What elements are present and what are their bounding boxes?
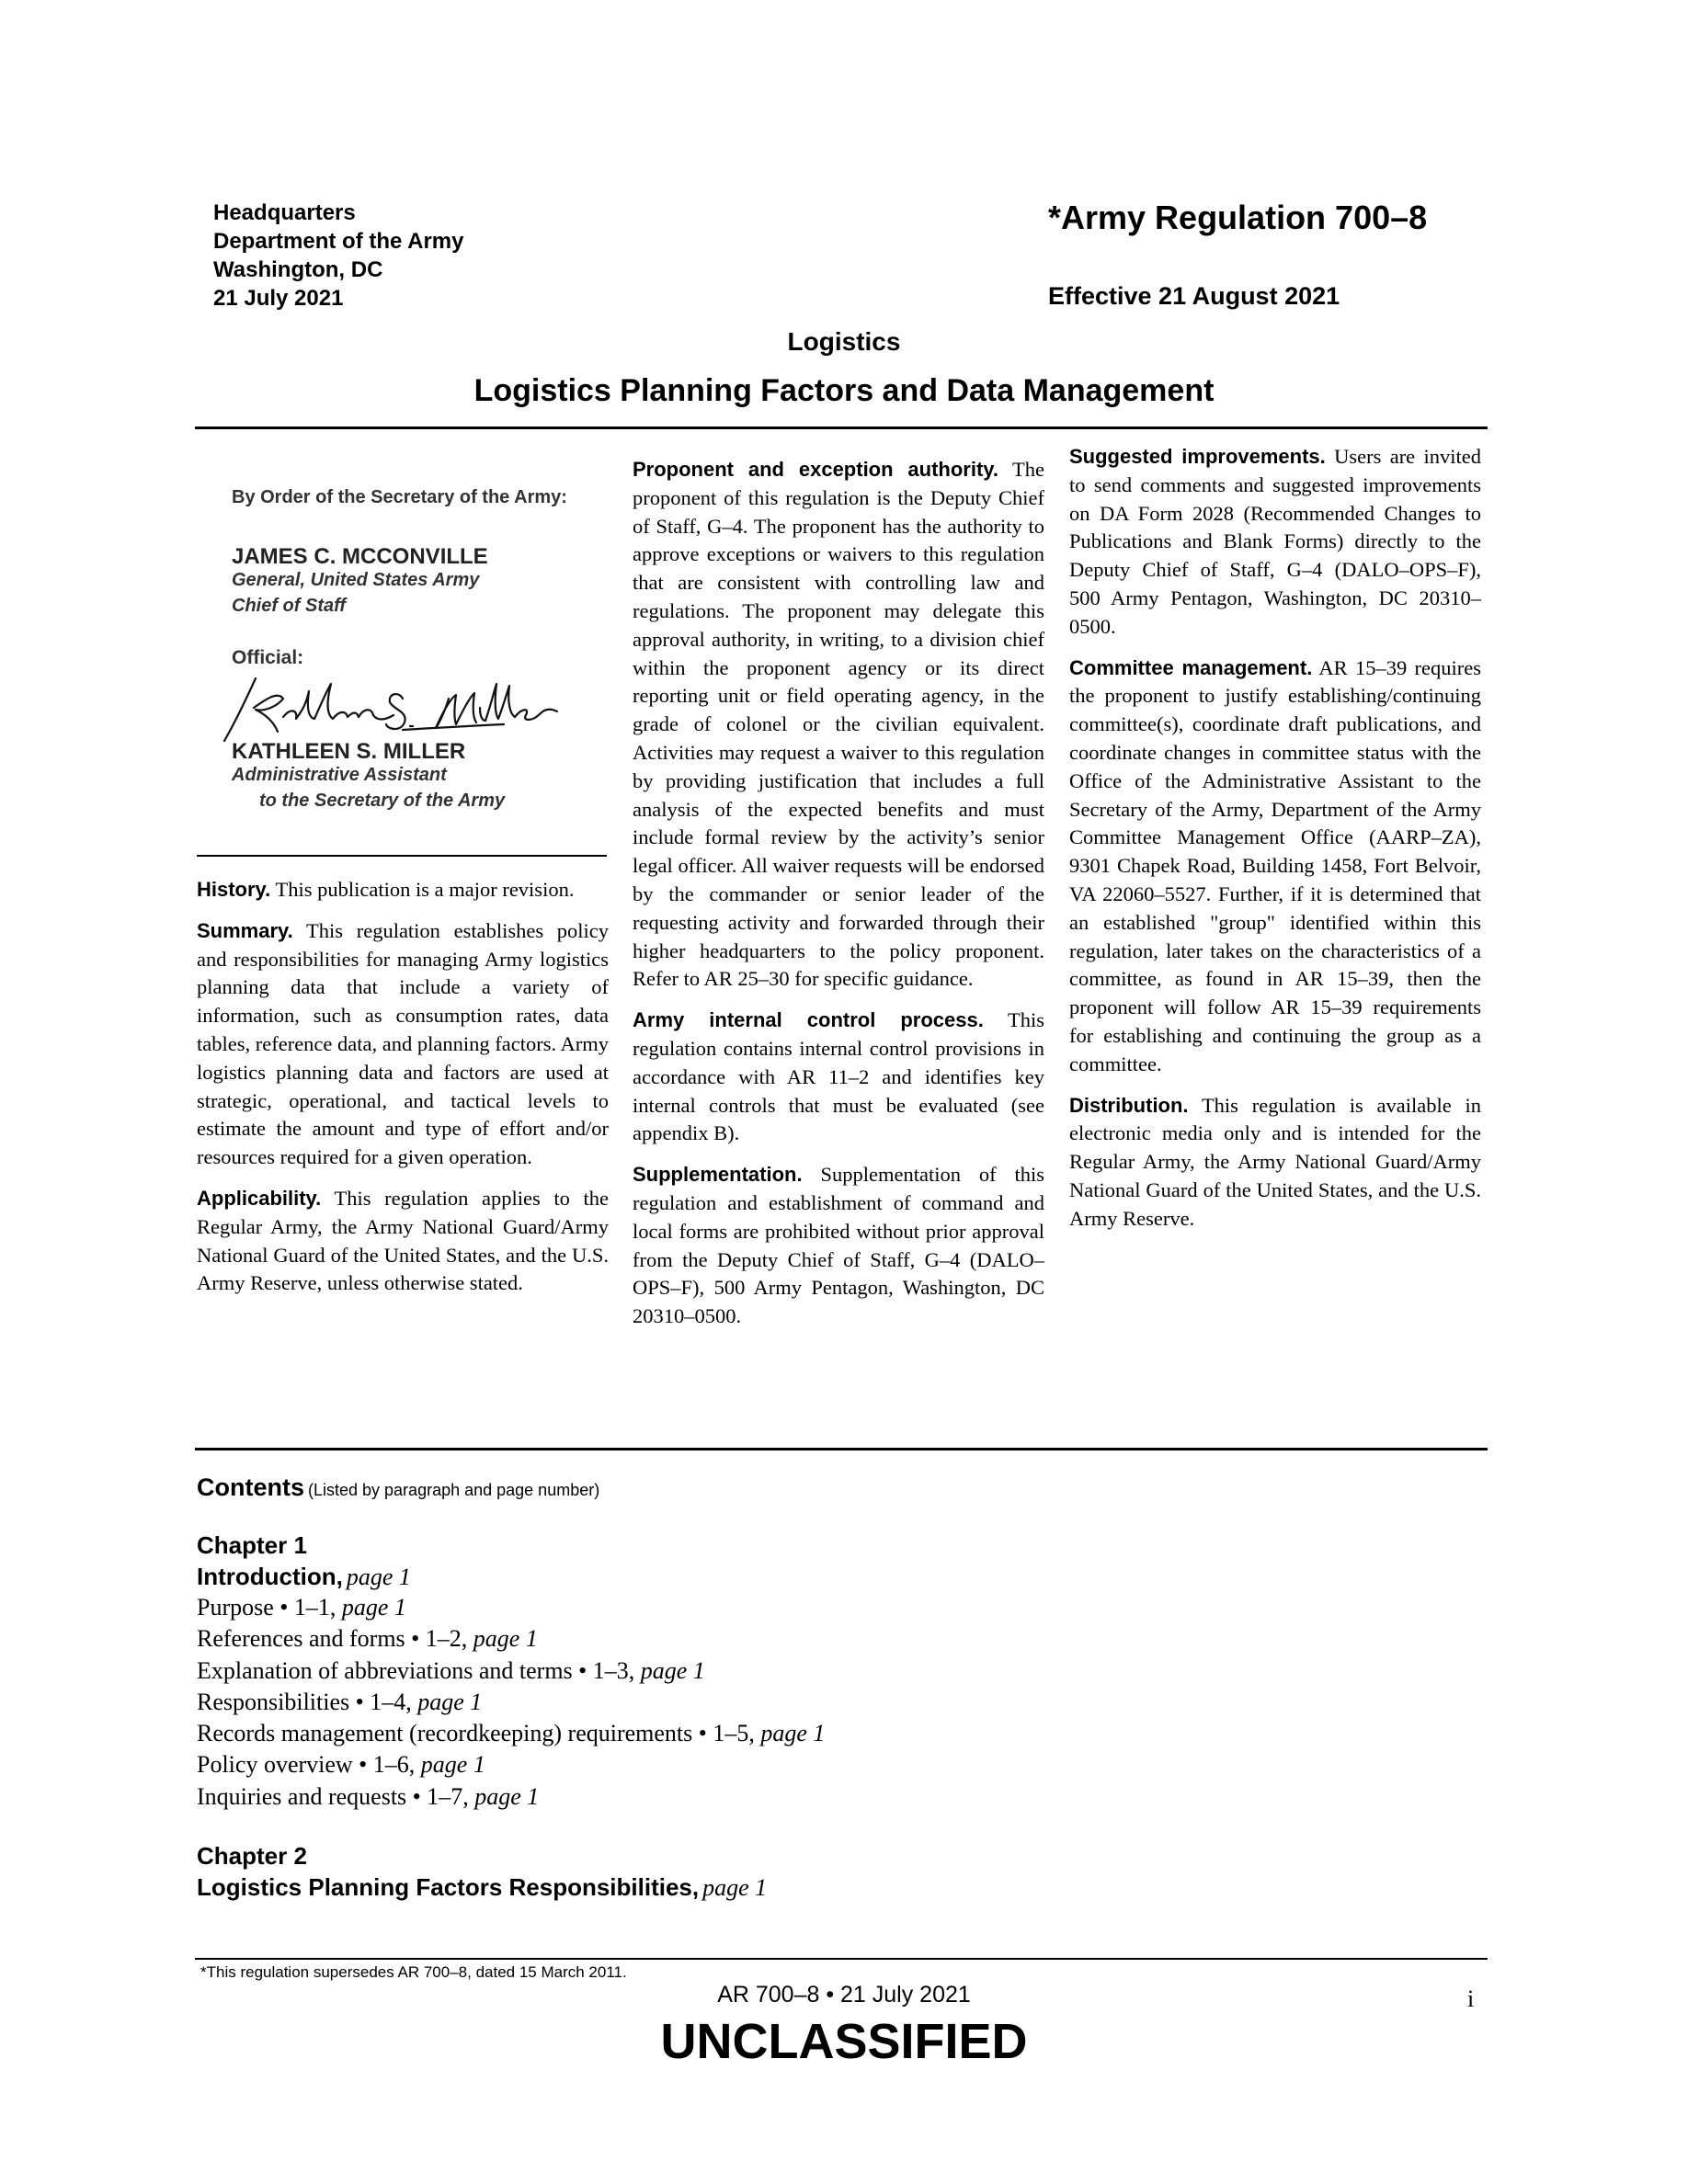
toc-entry-page[interactable]: page 1	[420, 1751, 485, 1779]
classification-marking: UNCLASSIFIED	[660, 2014, 1028, 2069]
section-heading: Distribution.	[1069, 1093, 1189, 1117]
footer-document-id: AR 700–8 • 21 July 2021	[717, 1982, 971, 2008]
section-heading: Proponent and exception authority.	[633, 458, 999, 481]
signature-rule	[197, 855, 607, 857]
toc-entry-text: References and forms • 1–2,	[197, 1625, 468, 1653]
supersession-footnote: *This regulation supersedes AR 700–8, dated 15 March 2011.	[200, 1963, 627, 1981]
suggested-improvements-paragraph	[1069, 443, 1481, 642]
chapter-number: Chapter 2	[197, 1842, 307, 1871]
toc-entry	[197, 1718, 1484, 1749]
toc-entry	[197, 1623, 1484, 1655]
signer-title: Chief of Staff	[232, 596, 347, 616]
section-text: This regulation is available in electronic media only and is intended for the Regular Army, the Army National Guard/Army National Guard of the United States, and the U.S. Army Reserve.	[1069, 1093, 1482, 1230]
official-title: Administrative Assistant	[232, 765, 447, 785]
section-heading: Applicability.	[197, 1186, 322, 1210]
chapter-title: Introduction,	[197, 1563, 343, 1590]
section-text: Users are invited to send comments and suggested improvements on DA Form 2028 (Recommended Changes to Publications and Blank Forms) directly to the Deputy Chief of Staff, G–4 (DALO–OPS–F), 500 Army Pentagon, Washington, DC 20310–0500.	[1069, 445, 1481, 638]
section-text: This regulation establishes policy and responsibilities for managing Army logistics planning data that include a variety of information, such as consumption rates, data tables, reference data, and planning factors. Army logistics planning data and factors are used at strategic, operational, and tactical levels to estimate the amount and type of effort and/or resources required for a given operation.	[197, 918, 609, 1169]
toc-entry-page[interactable]: page 1	[341, 1594, 406, 1621]
toc-entry	[197, 1592, 1484, 1623]
toc-entry-text: Inquiries and requests • 1–7,	[197, 1782, 469, 1810]
headquarters-block	[213, 199, 463, 313]
toc-entry-page[interactable]: page 1	[760, 1720, 826, 1747]
subject-heading: Logistics	[787, 327, 901, 356]
toc-entry-page[interactable]: page 1	[640, 1656, 705, 1684]
section-text: This regulation applies to the Regular Army, the Army National Guard/Army National Guard of the United States, and the U.S. Army Reserve, unless otherwise stated.	[197, 1186, 609, 1295]
section-heading: Committee management.	[1069, 655, 1313, 679]
section-heading: Summary.	[197, 918, 293, 942]
section-heading: History.	[197, 878, 271, 901]
history-paragraph	[197, 876, 609, 904]
toc-entry	[197, 1749, 1484, 1780]
toc-entry-page[interactable]: page 1	[474, 1782, 540, 1810]
column-left	[197, 876, 609, 1311]
section-heading: Supplementation.	[633, 1163, 803, 1187]
official-title: to the Secretary of the Army	[259, 791, 506, 811]
hq-date: 21 July 2021	[213, 286, 344, 311]
section-text: AR 15–39 requires the proponent to justify establishing/continuing committee(s), coordinate draft publications, and coordinate changes in committee status with the Office of the Administrative Assistant to the Secretary of the Army, Department of the Army Committee Management Office (AARP–ZA), 9301 Chapek Road, Building 1458, Fort Belvoir, VA 22060–5527. Further, if it is determined that an established "group" identified within this regulation, later takes on the characteristics of a committee, as found in AR 15–39, then the proponent will follow AR 15–39 requirements for establishing and continuing the group as a committee.	[1069, 655, 1481, 1075]
contents-heading: Contents	[197, 1473, 304, 1501]
signature-block	[213, 441, 614, 825]
section-text: This regulation contains internal control provisions in accordance with AR 11–2 and identifies key internal controls that must be evaluated (see appendix B).	[633, 1008, 1044, 1145]
contents-note: (Listed by paragraph and page number)	[308, 1481, 600, 1499]
supplementation-paragraph	[633, 1161, 1044, 1331]
chapter-1	[197, 1530, 1484, 1813]
footer-rule	[195, 1958, 1488, 1960]
toc-entry	[197, 1781, 1484, 1813]
signer-title: General, United States Army	[232, 570, 480, 590]
proponent-paragraph	[633, 456, 1044, 994]
page-number: i	[1467, 1985, 1475, 2012]
official-name: KATHLEEN S. MILLER	[232, 739, 466, 764]
committee-paragraph	[1069, 654, 1481, 1079]
section-text: Supplementation of this regulation and establishment of command and local forms are prohibited without prior approval from the Deputy Chief of Staff, G–4 (DALO–OPS–F), 500 Army Pentagon, Washington, DC 20310–0500.	[633, 1163, 1045, 1328]
section-heading: Suggested improvements.	[1069, 445, 1326, 468]
hq-line: Department of the Army	[213, 229, 464, 254]
chapter-page[interactable]: page 1	[346, 1564, 411, 1590]
chapter-title: Logistics Planning Factors Responsibilities,	[197, 1873, 700, 1902]
header-rule	[195, 427, 1488, 429]
hq-line: Headquarters	[213, 200, 356, 225]
internal-control-paragraph	[633, 1007, 1044, 1148]
distribution-paragraph	[1069, 1092, 1481, 1234]
toc-entry	[197, 1655, 1484, 1687]
official-label: Official:	[232, 647, 304, 668]
summary-paragraph	[197, 917, 609, 1172]
column-middle	[633, 456, 1044, 1344]
section-text: This publication is a major revision.	[275, 878, 575, 901]
toc-entry-text: Policy overview • 1–6,	[197, 1751, 416, 1779]
applicability-paragraph	[197, 1185, 609, 1298]
toc-entry-page[interactable]: page 1	[417, 1688, 483, 1715]
document-title: Logistics Planning Factors and Data Management	[473, 373, 1215, 408]
section-heading: Army internal control process.	[633, 1008, 984, 1032]
contents-rule	[195, 1448, 1488, 1450]
signer-name: JAMES C. MCCONVILLE	[232, 544, 488, 569]
effective-date: Effective 21 August 2021	[1048, 282, 1340, 310]
hq-line: Washington, DC	[213, 257, 383, 282]
section-text: The proponent of this regulation is the Deputy Chief of Staff, G–4. The proponent has the authority to approve exceptions or waivers to this regulation that are consistent with controlling law and regulations. The proponent may delegate this approval authority, in writing, to a division chief within the proponent agency or its direct reporting unit or field operating agency, in the grade of colonel or the civilian equivalent. Activities may request a waiver to this regulation by providing justification that includes a full analysis of the expected benefits and must include formal review by the activity’s senior legal officer. All waiver requests will be endorsed by the commander or senior leader of the requesting activity and forwarded through their higher headquarters to the policy proponent. Refer to AR 25–30 for specific guidance.	[633, 458, 1044, 991]
chapter-number: Chapter 1	[197, 1531, 307, 1559]
column-right	[1069, 443, 1481, 1246]
table-of-contents	[197, 1473, 1484, 1903]
chapter-page[interactable]: page 1	[702, 1874, 768, 1902]
regulation-number: *Army Regulation 700–8	[1048, 199, 1428, 236]
chapter-2	[197, 1840, 1484, 1903]
toc-entry-text: Records management (recordkeeping) requirements • 1–5,	[197, 1720, 755, 1747]
handwritten-signature	[219, 671, 568, 745]
toc-entry-page[interactable]: page 1	[473, 1625, 538, 1653]
toc-entry-text: Purpose • 1–1,	[197, 1594, 336, 1621]
order-line: By Order of the Secretary of the Army:	[232, 487, 567, 507]
toc-entry-text: Explanation of abbreviations and terms • 1–3,	[197, 1656, 635, 1684]
toc-entry-text: Responsibilities • 1–4,	[197, 1688, 412, 1715]
toc-entry	[197, 1687, 1484, 1718]
